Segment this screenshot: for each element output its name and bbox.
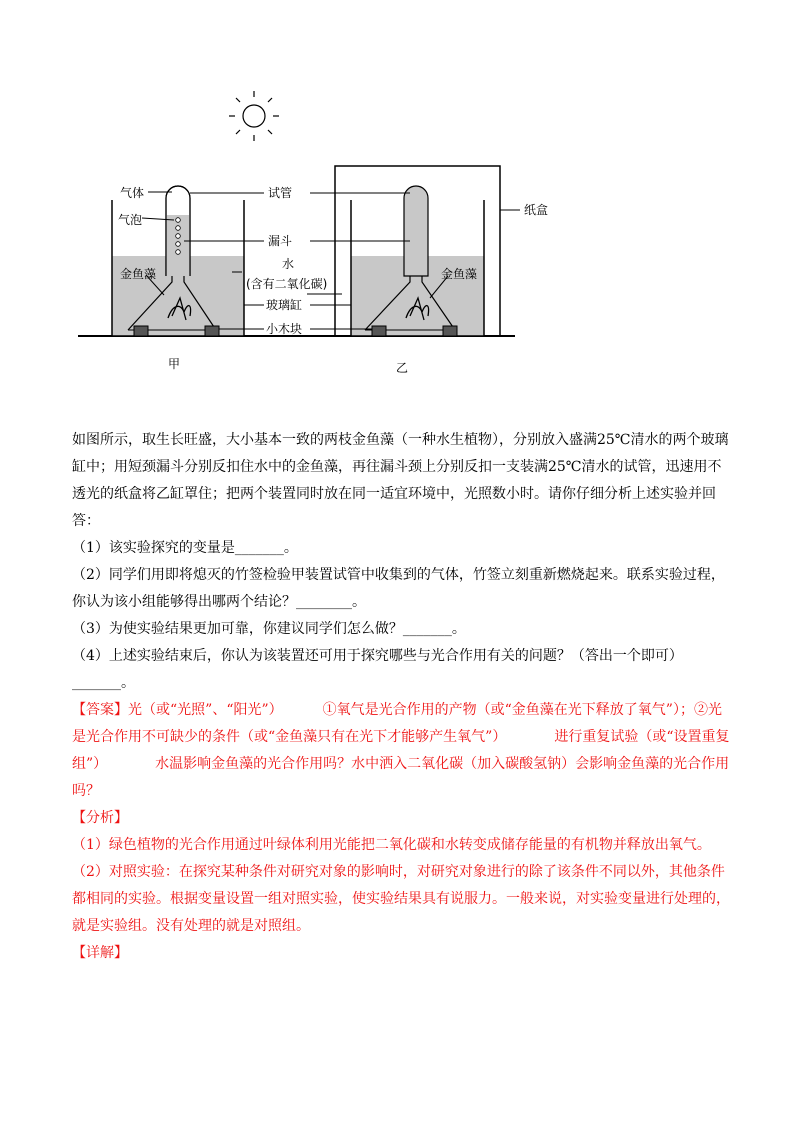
label-setup-b: 乙 (396, 361, 409, 375)
label-gas: 气体 (120, 186, 145, 200)
answer-label: 【答案】 (72, 702, 128, 718)
label-funnel: 漏斗 (268, 234, 293, 248)
answer-block (72, 697, 732, 805)
question-3: （3）为使实验结果更加可靠，你建议同学们怎么做？_______。 (72, 621, 466, 637)
sun-icon (229, 91, 279, 141)
answer-2: ①氧气是光合作用的产物（或“金鱼藻在光下释放了氧气”）；②光是光合作用不可缺少的条件（或“金鱼藻只有在光下才能够产生氧气”） (72, 702, 722, 745)
question-4: （4）上述实验结束后，你认为该装置还可用于探究哪些与光合作用有关的问题？（答出一个即可）_______。 (72, 648, 683, 691)
question-1: （1）该实验探究的变量是_______。 (72, 540, 298, 556)
label-plant-left: 金鱼藻 (120, 267, 157, 281)
tank-yi (335, 166, 500, 336)
document-body (72, 427, 732, 967)
intro-paragraph: 如图所示，取生长旺盛，大小基本一致的两枝金鱼藻（一种水生植物），分别放入盛满25℃清水的两个玻璃缸中；用短颈漏斗分别反扣住水中的金鱼藻，再往漏斗颈上分别反扣一支装满25℃清水的试管，迅速用不透光的纸盒将乙缸罩住；把两个装置同时放在同一适宜环境中，光照数小时。请你仔细分析上述实验并回答： (72, 432, 729, 529)
detail-label: 【详解】 (72, 945, 128, 961)
label-plant-right: 金鱼藻 (441, 267, 478, 281)
label-water-note: (含有二氧化碳) (246, 277, 328, 291)
label-bubbles: 气泡 (118, 213, 143, 227)
label-water: 水 (282, 257, 295, 271)
tank-jia (112, 186, 244, 336)
answer-3: 进行重复试验（或“设置重复组”） (72, 729, 730, 772)
experiment-diagram (60, 80, 710, 380)
label-glass-tank: 玻璃缸 (266, 298, 303, 312)
label-wood-block: 小木块 (266, 322, 303, 336)
label-setup-a: 甲 (168, 357, 181, 371)
analysis-point-2: （2）对照实验：在探究某种条件对研究对象的影响时，对研究对象进行的除了该条件不同以外，其他条件都相同的实验。根据变量设置一组对照实验，使实验结果具有说服力。一般来说，对实验变量进行处理的，就是实验组。没有处理的就是对照组。 (72, 864, 730, 934)
answer-4: 水温影响金鱼藻的光合作用吗？水中洒入二氧化碳（加入碳酸氢钠）会影响金鱼藻的光合作用吗？ (72, 756, 730, 799)
question-2: （2）同学们用即将熄灭的竹签检验甲装置试管中收集到的气体，竹签立刻重新燃烧起来。联系实验过程，你认为该小组能够得出哪两个结论？________。 (72, 567, 725, 610)
label-test-tube: 试管 (268, 186, 293, 200)
answer-1: 光（或“光照”、“阳光”） (128, 702, 283, 718)
analysis-point-1: （1）绿色植物的光合作用通过叶绿体利用光能把二氧化碳和水转变成储存能量的有机物并释放出氧气。 (72, 837, 711, 853)
analysis-label: 【分析】 (72, 810, 128, 826)
label-paper-box: 纸盒 (524, 203, 549, 217)
